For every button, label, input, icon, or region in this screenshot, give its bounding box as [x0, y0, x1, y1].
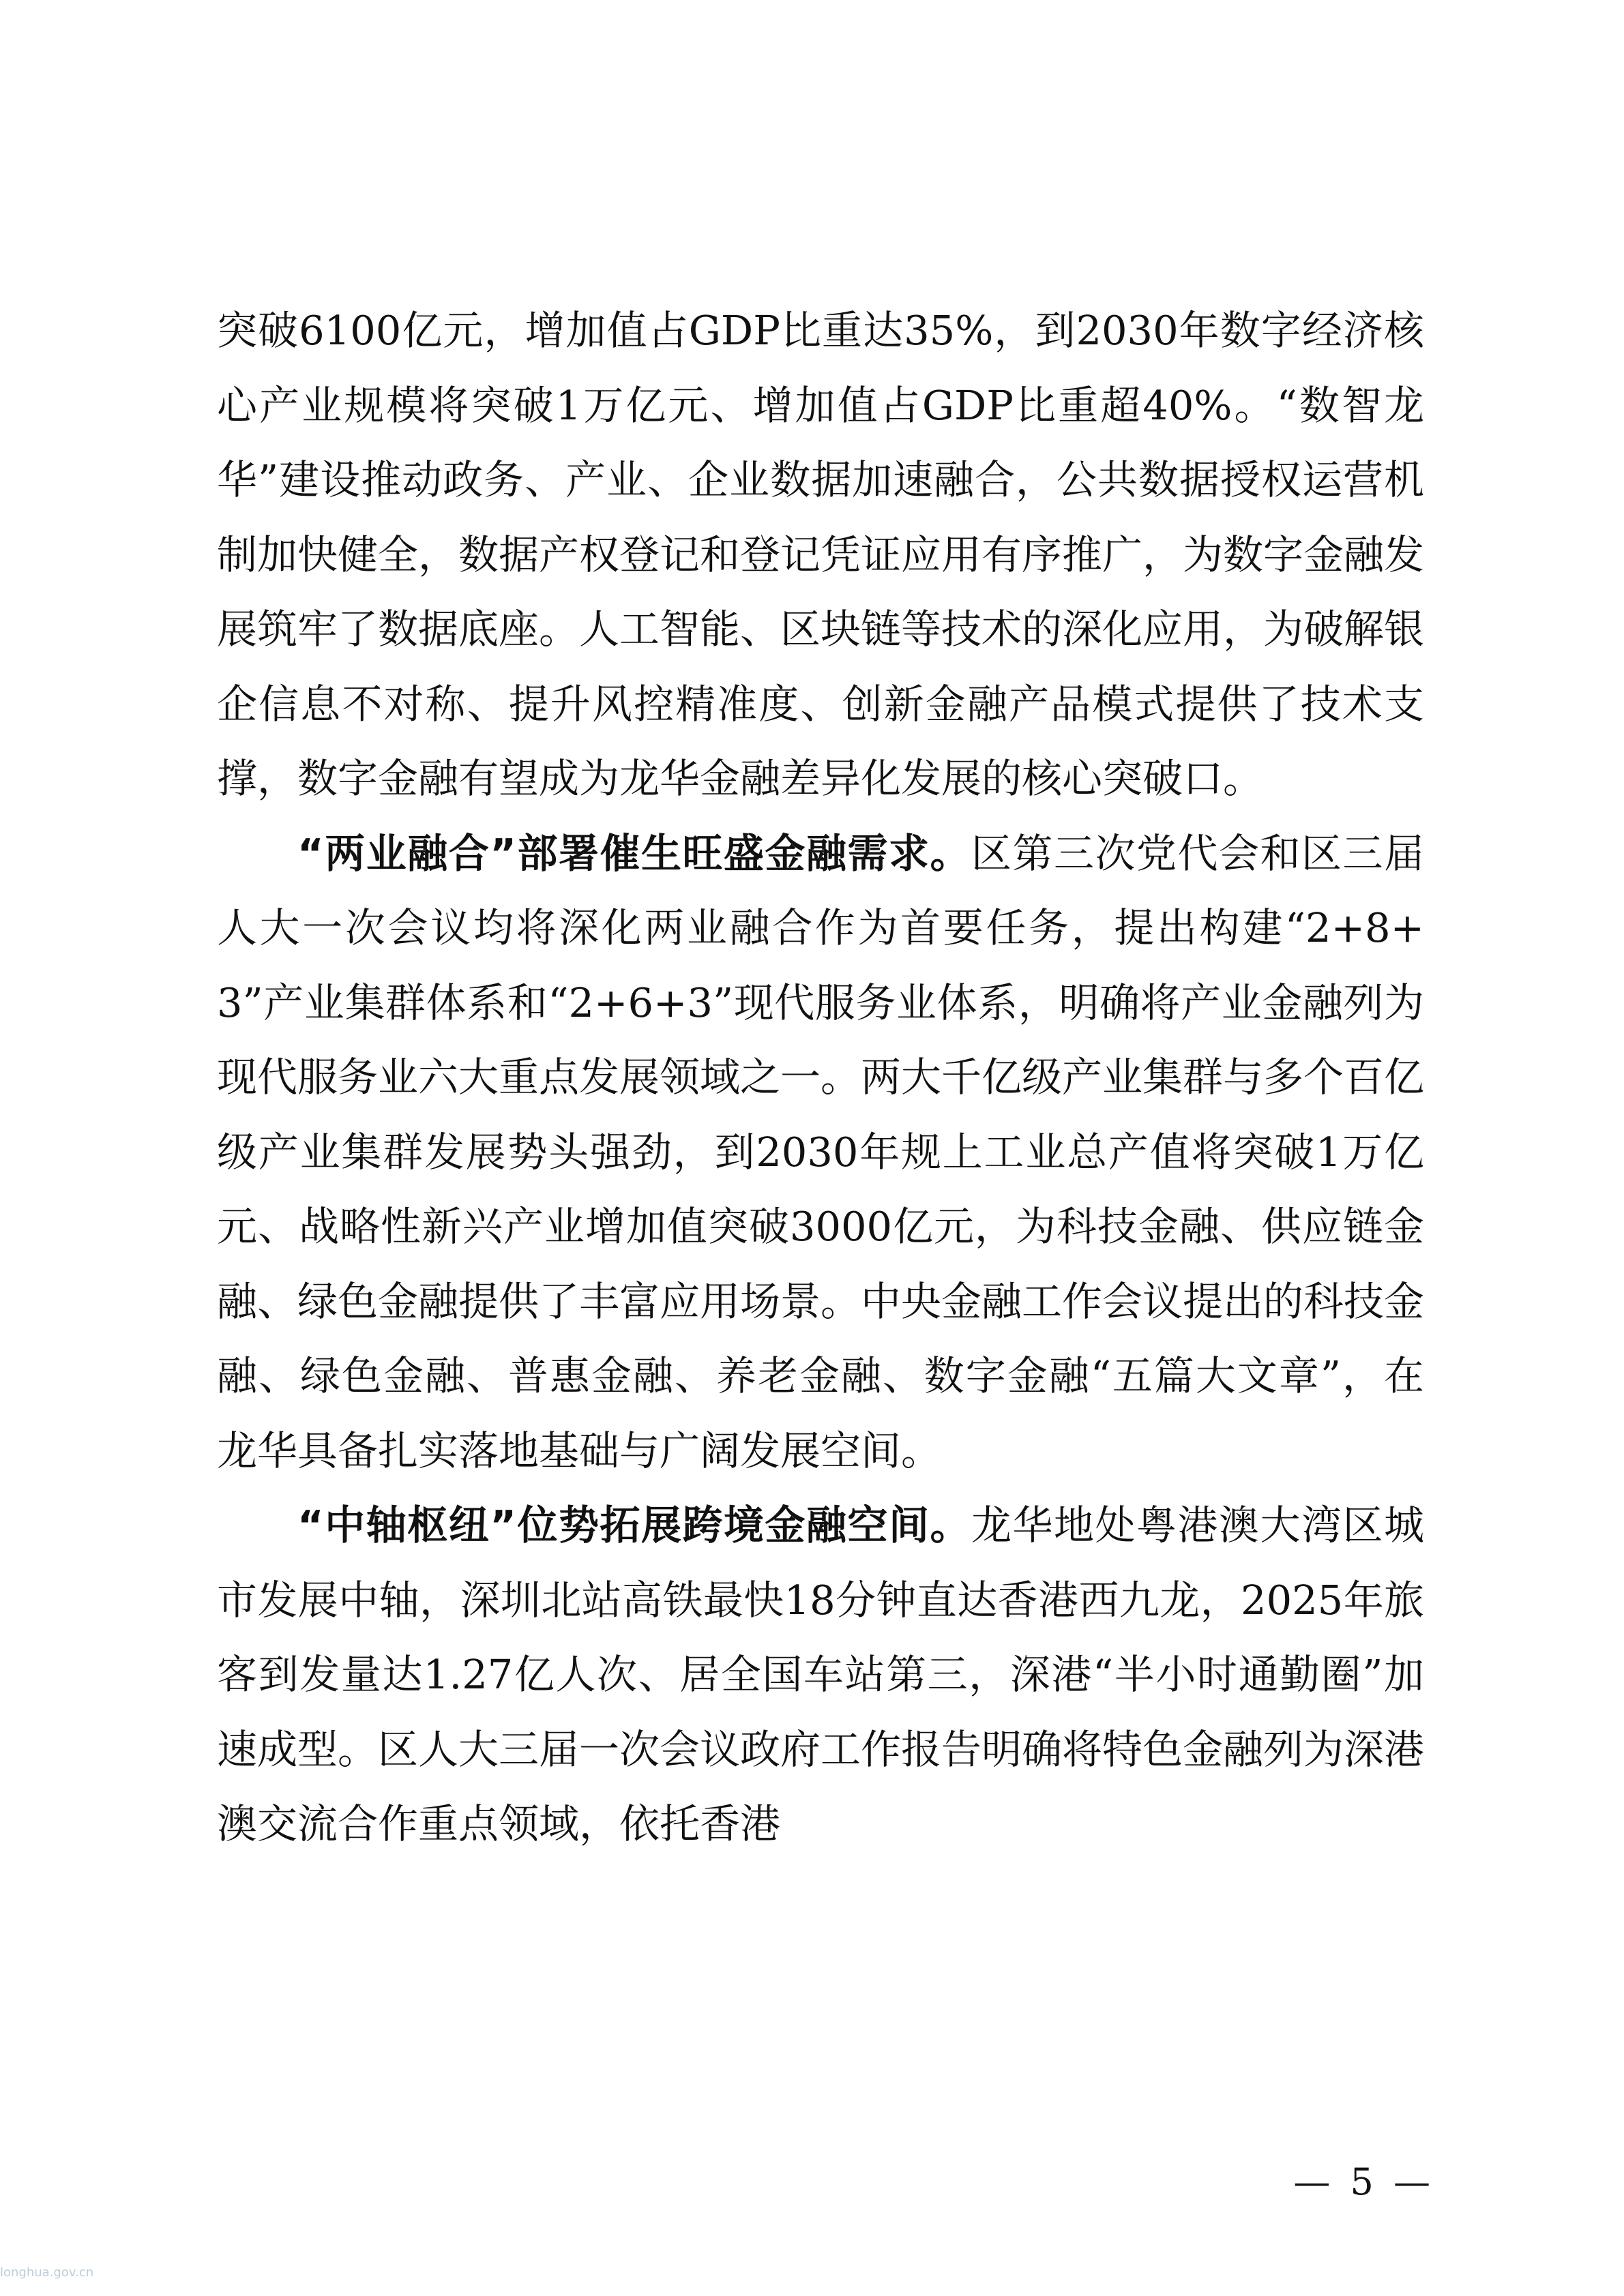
paragraph-text: 区第三次党代会和区三届人大一次会议均将深化两业融合作为首要任务，提出构建“2+8+3”产业集群体系和“2+6+3”现代服务业体系，明确将产业金融列为现代服务业六大重点发展领域之一。两大千亿级产业集群与多个百亿级产业集群发展势头强劲，到2030年规上工业总产值将突破1万亿元、战略性新兴产业增加值突破3000亿元，为科技金融、供应链金融、绿色金融提供了丰富应用场景。中央金融工作会议提出的科技金融、绿色金融、普惠金融、养老金融、数字金融“五篇大文章”，在龙华具备扎实落地基础与广阔发展空间。 — [217, 829, 1425, 1474]
paragraph-2 — [217, 816, 1424, 1489]
paragraph-lead: “两业融合”部署催生旺盛金融需求。 — [297, 829, 972, 877]
paragraph-3 — [217, 1488, 1424, 1862]
paragraph-text: 突破6100亿元，增加值占GDP比重达35%，到2030年数字经济核心产业规模将突破1万亿元、增加值占GDP比重超40%。“数智龙华”建设推动政务、产业、企业数据加速融合，公共数据授权运营机制加快健全，数据产权登记和登记凭证应用有序推广，为数字金融发展筑牢了数据底座。人工智能、区块链等技术的深化应用，为破解银企信息不对称、提升风控精准度、创新金融产品模式提供了技术支撑，数字金融有望成为龙华金融差异化发展的核心突破口。 — [217, 307, 1425, 802]
body-text — [217, 293, 1424, 1862]
paragraph-1 — [217, 293, 1424, 816]
watermark: longhua.gov.cn — [0, 2265, 94, 2280]
paragraph-lead: “中轴枢纽”位势拓展跨境金融空间。 — [297, 1502, 972, 1549]
page-number: — 5 — — [1293, 2160, 1434, 2203]
paragraph-text: 龙华地处粤港澳大湾区城市发展中轴，深圳北站高铁最快18分钟直达香港西九龙，2025年旅客到发量达1.27亿人次、居全国车站第三，深港“半小时通勤圈”加速成型。区人大三届一次会议政府工作报告明确将特色金融列为深港澳交流合作重点领域，依托香港 — [217, 1502, 1425, 1847]
